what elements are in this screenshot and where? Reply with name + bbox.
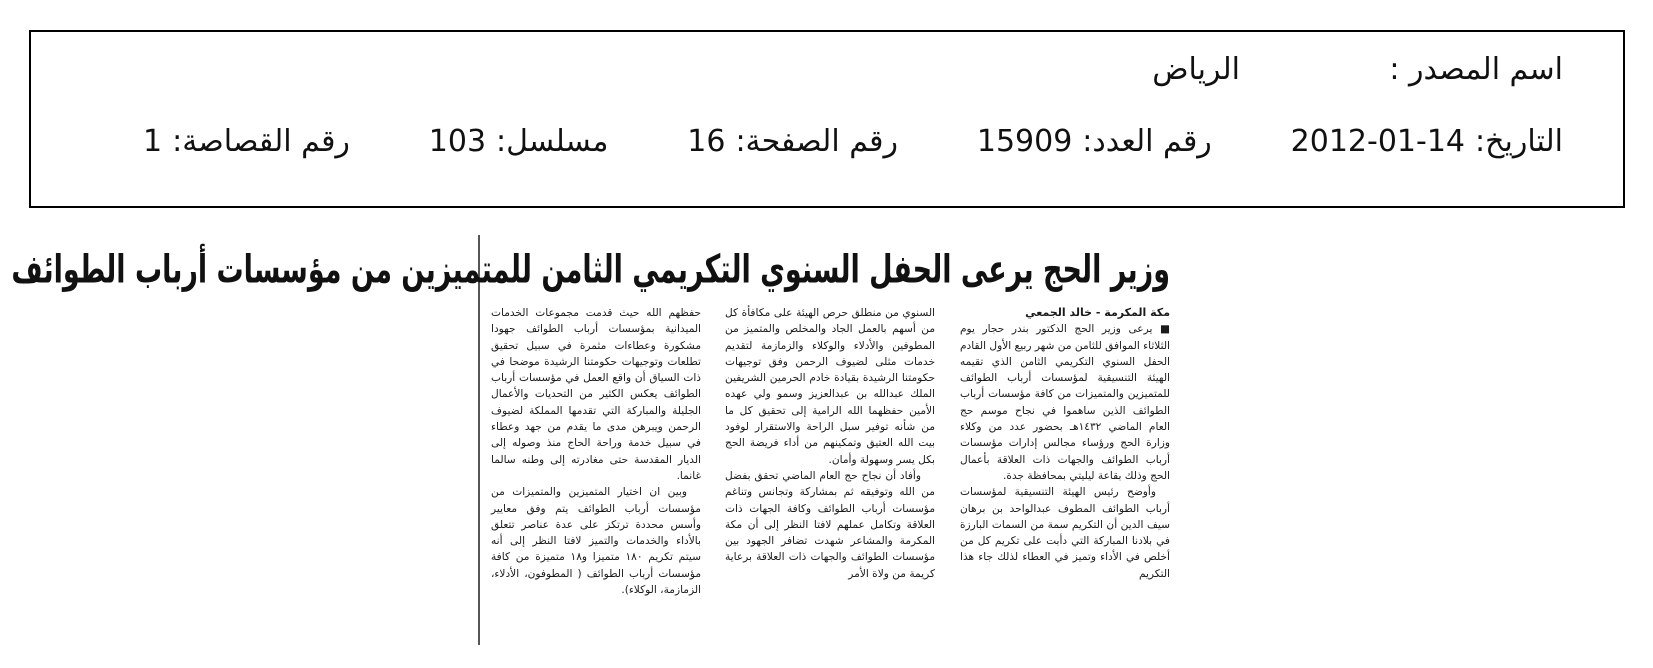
issue-number-value: 15909 — [976, 124, 1073, 159]
date-field — [1291, 124, 1563, 160]
article-column-2 — [725, 305, 935, 582]
page-number-field — [687, 124, 898, 160]
article-paragraph: وبين ان اختيار المتميزين والمتميزات من مؤسسات أرباب الطوائف يتم وفق معايير وأسس محددة ترتكز على عدة عناصر تتعلق بالأداء والخدمات والتميز لافتا النظر إلى أنه سيتم تكريم ١٨٠ متميزا و١٨ متميزة من كافة مؤسسات أرباب الطوائف ( المطوفون، الأدلاء، الزمازمة، الوكلاء). — [491, 486, 701, 597]
article-paragraph: حفظهم الله حيث قدمت مجموعات الخدمات الميدانية بمؤسسات أرباب الطوائف جهودا مشكورة وعطاءات مثمرة في سبيل تحقيق تطلعات وتوجيهات حكومتنا الرشيدة موضحا في ذات السياق أن واقع العمل في مؤسسات أرباب الطوائف يعكس الكثير من التحديات والأعمال الجليلة والمباركة التي تقدمها المملكة لضيوف الرحمن ويبرهن مدى ما يقدم من جهد وعطاء في سبيل خدمة وراحة الحاج منذ وصوله إلى الديار المقدسة حتى مغادرته إلى وطنه سالما غانما. — [491, 307, 701, 482]
serial-number-label: مسلسل: — [496, 124, 609, 159]
article-paragraph: ■ يرعى وزير الحج الدكتور بندر حجار يوم الثلاثاء الموافق للثامن من شهر ربيع الأول القادم الحفل السنوي التكريمي الثامن الذي تقيمه الهيئة التنسيقية لمؤسسات أرباب الطوائف للمتميزين والمتميزات من كافة مؤسسات أرباب الطوائف الذين ساهموا في نجاح موسم حج العام الماضي ١٤٣٢هـ بحضور عدد من وكلاء وزارة الحج ورؤساء مجالس إدارات مؤسسات أرباب الطوائف والجهات ذات العلاقة بأعمال الحج وذلك بقاعة ليليتي بمحافظة جدة. — [959, 323, 1170, 482]
newspaper-clipping — [11, 235, 1178, 645]
issue-number-field — [977, 124, 1212, 160]
source-name-label: اسم المصدر : — [1389, 52, 1563, 87]
clipping-number-field — [143, 124, 350, 160]
article-column-1 — [960, 305, 1170, 582]
serial-number-value: 103 — [428, 124, 487, 159]
page-number-value: 16 — [687, 124, 726, 159]
article-paragraph: وأفاد أن نجاح حج العام الماضي تحقق بفضل من الله وتوفيقه ثم بمشاركة وتجانس وتناغم مؤسسات أرباب الطوائف وكافة الجهات ذات العلاقة وتكامل عملهم لافتا النظر إلى أن مكة المكرمة والمشاعر شهدت تضافر الجهود بين مؤسسات الطوائف والجهات ذات العلاقة برعاية كريمة من ولاة الأمر — [725, 469, 935, 580]
article-byline: مكة المكرمة - خالد الجمعي — [1025, 306, 1170, 319]
issue-number-label: رقم العدد: — [1082, 124, 1212, 159]
source-name-value: الرياض — [1152, 52, 1240, 87]
page-number-label: رقم الصفحة: — [735, 124, 898, 159]
serial-number-field — [429, 124, 609, 160]
metadata-row — [143, 124, 1563, 160]
article-paragraph: السنوي من منطلق حرص الهيئة على مكافأة كل من أسهم بالعمل الجاد والمخلص والمتميز من المطوفين والأدلاء والوكلاء والزمازمة لتقديم خدمات مثلى لضيوف الرحمن وفق توجيهات حكومتنا الرشيدة بقيادة خادم الحرمين الشريفين الملك عبدالله بن عبدالعزيز وسمو ولي عهده الأمين حفظهما الله الرامية إلى تحقيق كل ما من شأنه توفير سبل الراحة والاستقرار لوفود بيت الله العتيق وتمكينهم من أداء فريضة الحج بكل يسر وسهولة وأمان. — [725, 307, 935, 466]
article-headline: وزير الحج يرعى الحفل السنوي التكريمي الثامن للمتميزين من مؤسسات أرباب الطوائف — [11, 247, 1170, 293]
clipping-number-label: رقم القصاصة: — [172, 124, 350, 159]
date-label: التاريخ: — [1475, 124, 1563, 159]
document-header-box — [29, 30, 1625, 208]
article-paragraph: وأوضح رئيس الهيئة التنسيقية لمؤسسات أرباب الطوائف المطوف عبدالواحد بن برهان سيف الدين أن التكريم سمة من السمات البارزة في بلادنا المباركة التي دأبت على تكريم كل من أخلص في الأداء وتميز في العطاء لذلك جاء هذا التكريم — [960, 486, 1170, 580]
clipping-number-value: 1 — [143, 124, 163, 159]
article-column-3 — [491, 305, 701, 598]
date-value: 2012-01-14 — [1290, 124, 1466, 159]
